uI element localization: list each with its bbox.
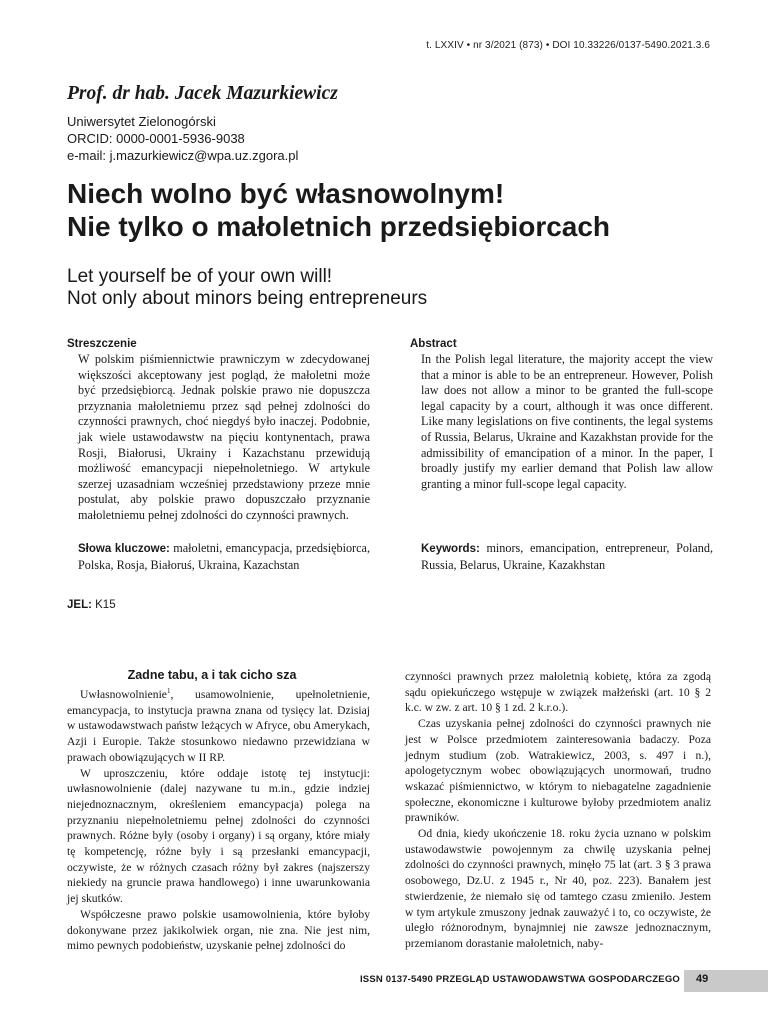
affiliation: Uniwersytet Zielonogórski (67, 114, 216, 129)
abstract-text: In the Polish legal literature, the majority accept the view that a minor is able to be an entrepreneur. However, Polish law does not allow a minor to be granted the full-scope legal capacity by a court, although it was once different. Like many legislations on five continents, the legal systems of Russia, Belarus, Ukraine and Kazakhstan provide for the admissibility of emancipation of a minor. In the paper, I broadly justify my earlier demand that Polish law allow granting a minor full-scope legal capacity. (421, 352, 713, 491)
body-paragraph: Współczesne prawo polskie usamowolnienia, które byłoby dokonywane przez jakikolwiek organ, nie zna. Nie jest nim, mimo pewnych podobieństw, uzyskanie pełnej zdolności do (67, 907, 370, 953)
author-info (67, 113, 298, 164)
page-number-box (684, 970, 768, 992)
doi-line: t. LXXIV • nr 3/2021 (873) • DOI 10.33226/0137-5490.2021.3.6 (426, 40, 710, 51)
body-text: Uwłasnowolnienie (80, 688, 167, 701)
streszczenie-keywords-list: małoletni, emancypacja, przedsiębiorca, Polska, Rosja, Białoruś, Ukraina, Kazachstan (78, 541, 370, 572)
jel-value: K15 (95, 599, 116, 611)
body-paragraph: Od dnia, kiedy ukończenie 18. roku życia uznano w polskim ustawodawstwie powojennym za chwilę uzyskania pełnej zdolności do czynności prawnych, minęło 75 lat (art. 3 § 3 prawa osobowego, Dz.U. z 1945 r., Nr 40, poz. 223). Banałem jest stwierdzenie, że niemało się od tamtego czasu zmieniło. Jestem w tym artykule zmuszony jednak zauważyć i to, co oczywiste, że uległo różnorodnym, bynajmniej nie zawsze jednoznacznym, przemianom dorastanie małoletnich, naby- (405, 827, 711, 950)
title-polish-line2: Nie tylko o małoletnich przedsiębiorcach (67, 211, 611, 242)
abstract-keywords (421, 541, 713, 573)
footnote-ref[interactable]: 1 (166, 687, 171, 696)
jel-code (67, 599, 116, 611)
body-left-column (67, 687, 370, 954)
author-name: Prof. dr hab. Jacek Mazurkiewicz (67, 83, 338, 104)
email: e-mail: j.mazurkiewicz@wpa.uz.zgora.pl (67, 148, 299, 163)
abstract-heading: Abstract (410, 338, 457, 350)
body-paragraph: Czas uzyskania pełnej zdolności do czynności prawnych nie jest w Polsce przedmiotem zainteresowania badaczy. Poza jednym studium (zob. Watrakiewicz, 2003, s. 497 i n.), apologetycznym wobec obowiązujących unormowań, trudno wskazać piśmiennictwo, w którym to niebagatelne zagadnienie społeczne, ekonomiczne i kulturowe byłoby przedmiotem analiz prawników. (405, 717, 711, 825)
page-number: 49 (696, 973, 709, 985)
body-right-column (405, 669, 711, 952)
title-english-line1: Let yourself be of your own will! (67, 266, 333, 287)
abstract-keywords-list: minors, emancipation, entrepreneur, Poland, Russia, Belarus, Ukraine, Kazakhstan (421, 541, 713, 572)
title-polish (67, 177, 757, 243)
journal-name: ISSN 0137-5490 PRZEGLĄD USTAWODAWSTWA GOSPODARCZEGO (359, 974, 680, 985)
body-paragraph (67, 687, 370, 766)
title-english (67, 266, 757, 310)
body-text: , usamowolnienie, upełnoletnienie, emancypacja, to instytucja prawna znana od tysięcy lat. Dzisiaj w ustawodawstwach państw leżących w Afryce, obu Amerykach, Azji i Europie. Także stosunkowo niedawno przewidziana w prawach obowiązujących w II RP. (67, 688, 370, 764)
streszczenie-keywords-label: Słowa kluczowe: (78, 543, 170, 555)
section-title: Zadne tabu, a i tak cicho sza (127, 668, 297, 682)
title-english-line2: Not only about minors being entrepreneurs (67, 288, 428, 309)
body-paragraph: W uproszczeniu, które oddaje istotę tej instytucji: uwłasnowolnienie (dalej nazywane tu m.in., gdzie indziej niejednoznacznym, określeniem emancypacja) polega na przyznaniu niepełnoletniemu pełnej zdolności do czynności prawnych. Różne były (osoby i organy) i są organy, które miały tę kompetencję, różne były i są przesłanki emancypacji, oczywiste, że w różnych czasach różny był zakres (najszerszy niekiedy na gruncie prawa handlowego) i inne uwarunkowania jej skutków. (67, 766, 370, 906)
streszczenie-text: W polskim piśmiennictwie prawniczym w zdecydowanej większości akceptowany jest pogląd, że małoletni może być przedsiębiorcą. Jednak polskie prawo nie dopuszcza przyznania małoletniemu przez sąd pełnej zdolności do czynności prawnych, choć niegdyś było inaczej. Podobnie, jak wiele ustawodawstw na pięciu kontynentach, prawa Rosji, Białorusi, Ukrainy i Kazachstanu przewidują możliwość emancypacji niepełnoletniego. W artykule szerzej uzasadniam wcześniej przedstawiony przeze mnie postulat, aby polskie prawo dopuszczało przyznanie małoletniemu pełnej zdolności do czynności prawnych. (78, 352, 370, 522)
body-paragraph: czynności prawnych przez małoletnią kobietę, która za zgodą sądu opiekuńczego wstępuje w związek małżeński (art. 10 § 2 k.c. w zw. z art. 10 § 1 zd. 2 k.r.o.). (405, 670, 711, 715)
streszczenie-heading: Streszczenie (67, 338, 137, 350)
streszczenie-keywords (78, 541, 370, 573)
title-polish-line1: Niech wolno być własnowolnym! (67, 178, 505, 209)
page-footer (0, 970, 768, 992)
jel-label: JEL: (67, 599, 92, 611)
orcid: ORCID: 0000-0001-5936-9038 (67, 131, 245, 146)
abstract-keywords-label: Keywords: (421, 543, 480, 555)
